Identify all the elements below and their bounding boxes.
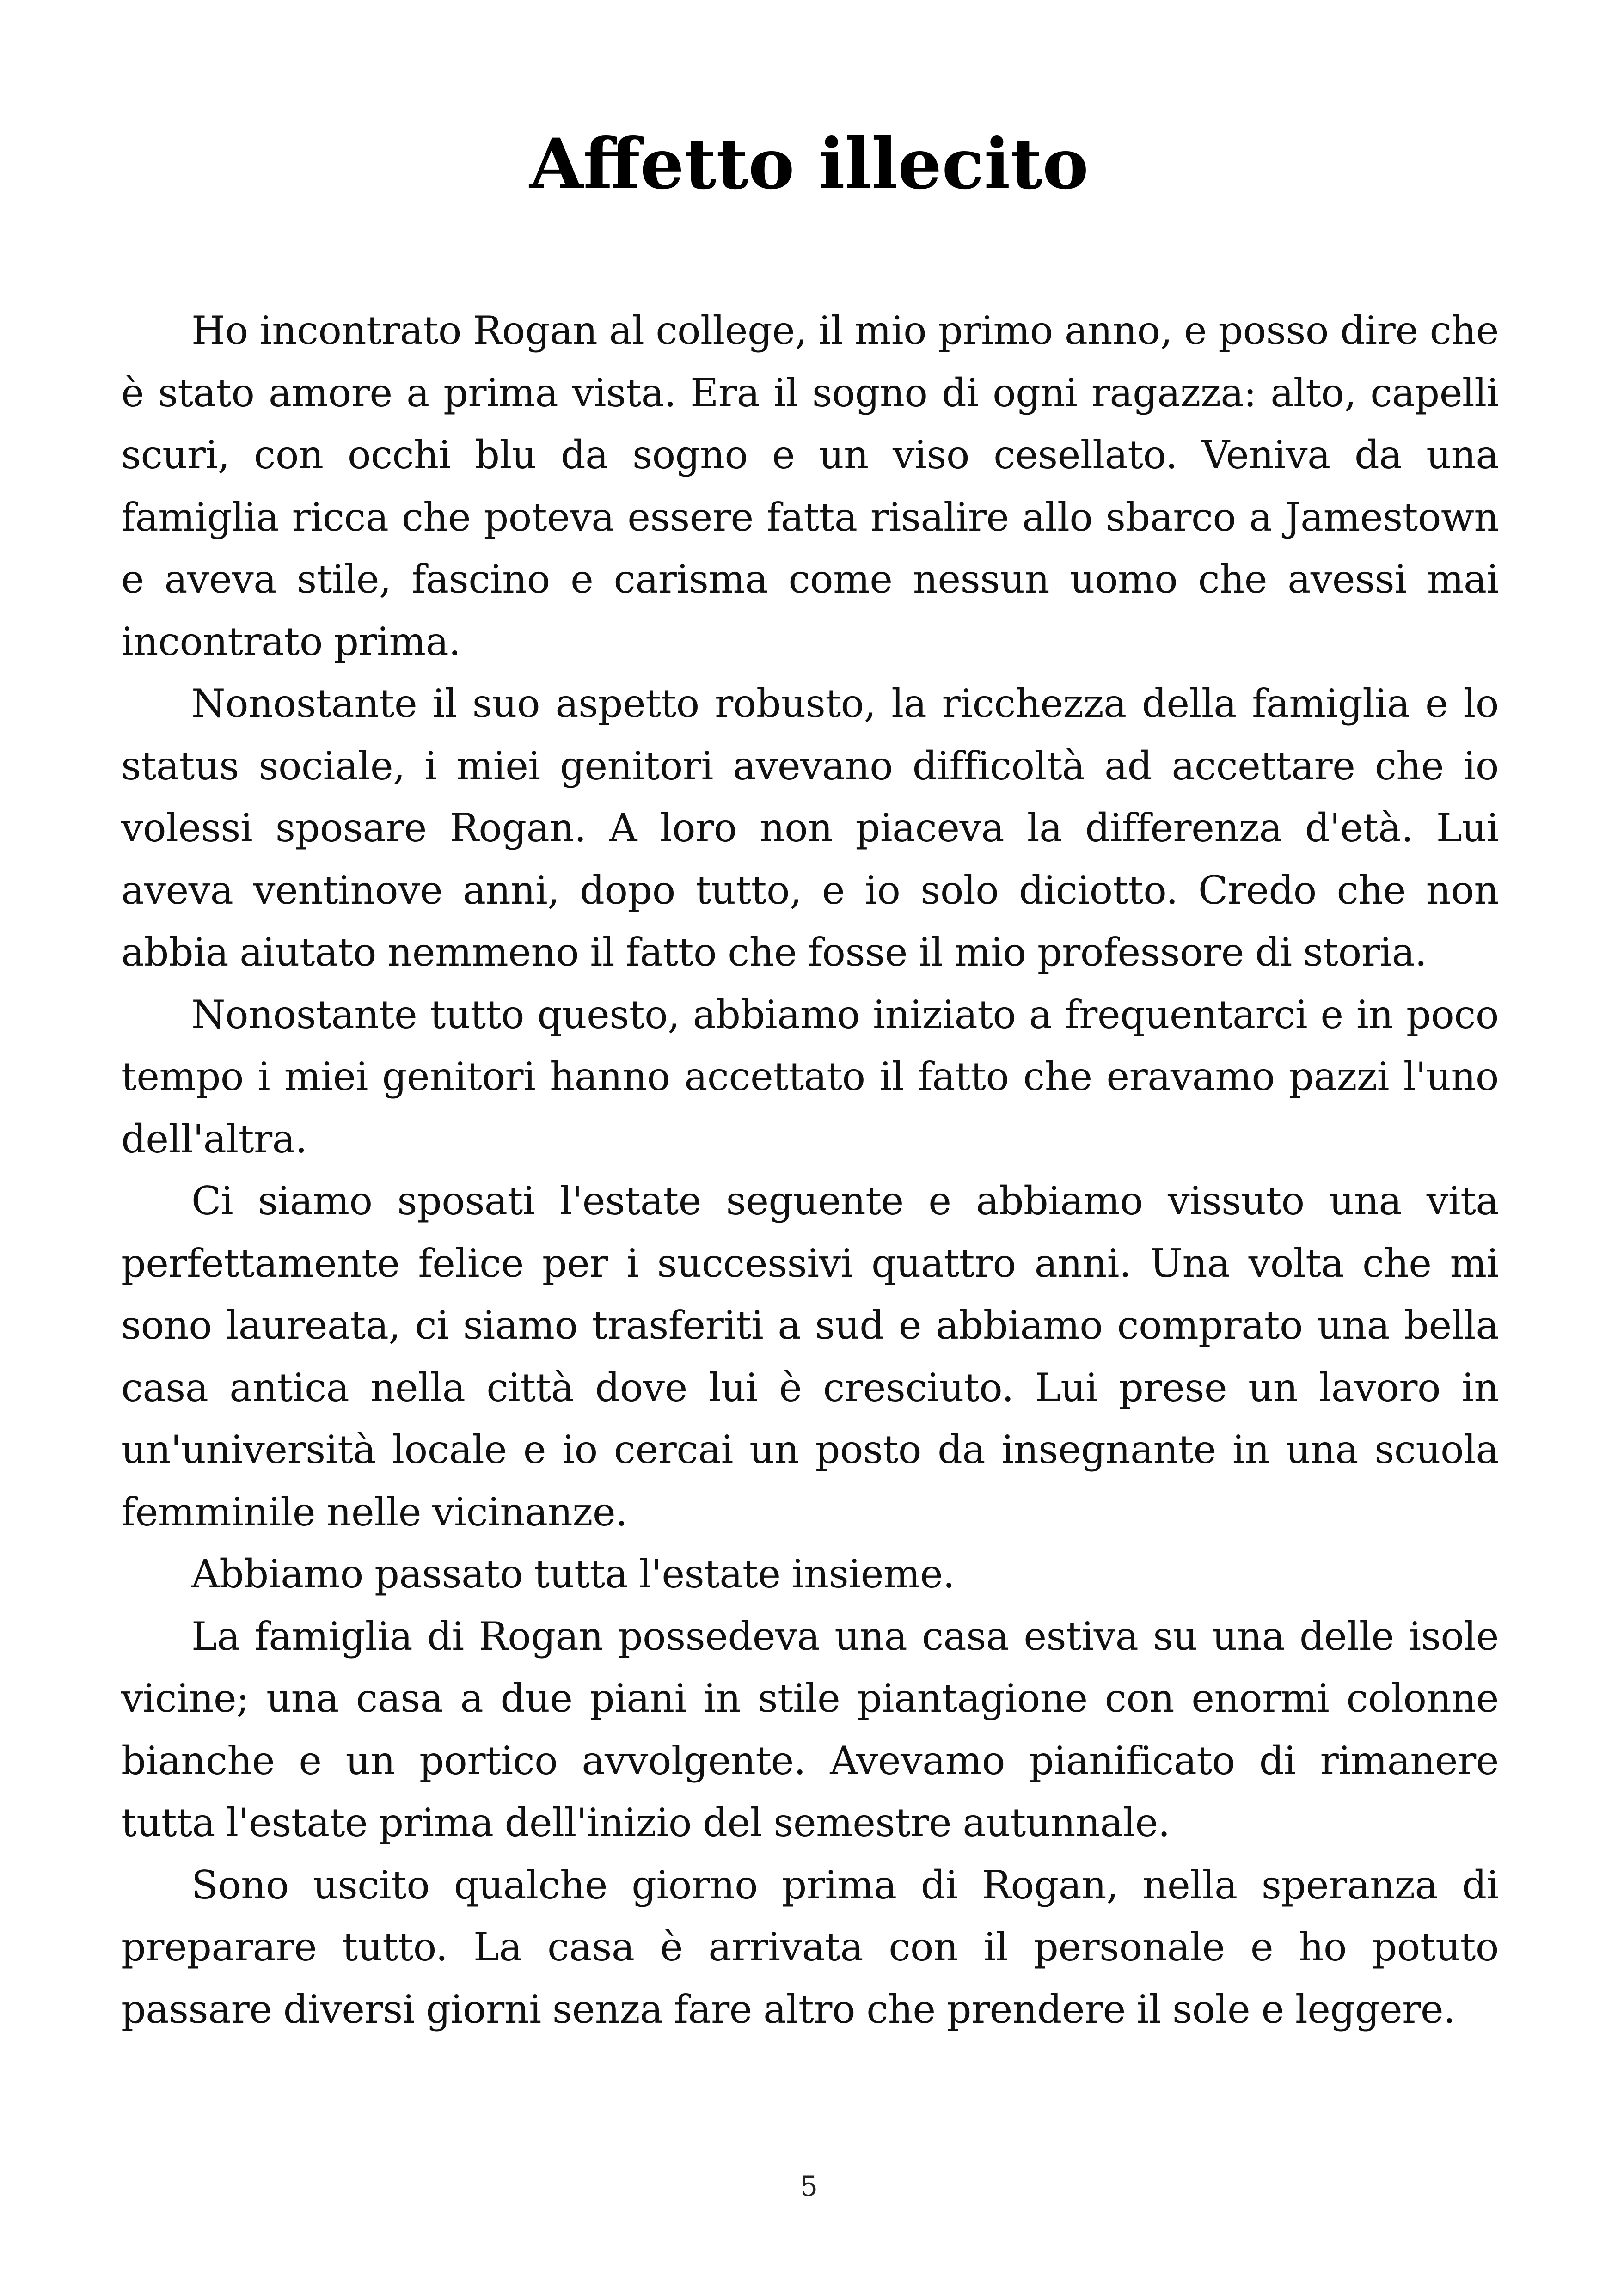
paragraph-1: Ho incontrato Rogan al college, il mio primo anno, e posso dire che è stato amore a prima vista. Era il sogno di ogni ragazza: alto, capelli scuri, con occhi blu da sogno e un viso cesellato. Veniva da una famiglia ricca che poteva essere fatta risalire allo sbarco a Jamestown e aveva stile, fascino e carisma come nessun uomo che avessi mai incontrato prima.	[121, 308, 1499, 664]
page-number: 5	[800, 2170, 818, 2203]
paragraph-2: Nonostante il suo aspetto robusto, la ricchezza della famiglia e lo status sociale, i miei genitori avevano difficoltà ad accettare che io volessi sposare Rogan. A loro non piaceva la differenza d'età. Lui aveva ventinove anni, dopo tutto, e io solo diciotto. Credo che non abbia aiutato nemmeno il fatto che fosse il mio professore di storia.	[121, 681, 1499, 975]
paragraph-5: Abbiamo passato tutta l'estate insieme.	[191, 1551, 955, 1597]
chapter-title: Affetto illecito	[529, 123, 1089, 205]
paragraph-3: Nonostante tutto questo, abbiamo iniziato a frequentarci e in poco tempo i miei genitori hanno accettato il fatto che eravamo pazzi l'uno dell'altra.	[121, 992, 1499, 1162]
paragraph-6: La famiglia di Rogan possedeva una casa estiva su una delle isole vicine; una casa a due piani in stile piantagione con enormi colonne bianche e un portico avvolgente. Avevamo pianificato di rimanere tutta l'estate prima dell'inizio del semestre autunnale.	[121, 1613, 1499, 1845]
paragraph-7: Sono uscito qualche giorno prima di Rogan, nella speranza di preparare tutto. La casa è arrivata con il personale e ho potuto passare diversi giorni senza fare altro che prendere il sole e leggere.	[121, 1862, 1499, 2032]
chapter-body	[121, 300, 1499, 2040]
paragraph-4: Ci siamo sposati l'estate seguente e abbiamo vissuto una vita perfettamente felice per i successivi quattro anni. Una volta che mi sono laureata, ci siamo trasferiti a sud e abbiamo comprato una bella casa antica nella città dove lui è cresciuto. Lui prese un lavoro in un'università locale e io cercai un posto da insegnante in una scuola femminile nelle vicinanze.	[121, 1178, 1499, 1535]
